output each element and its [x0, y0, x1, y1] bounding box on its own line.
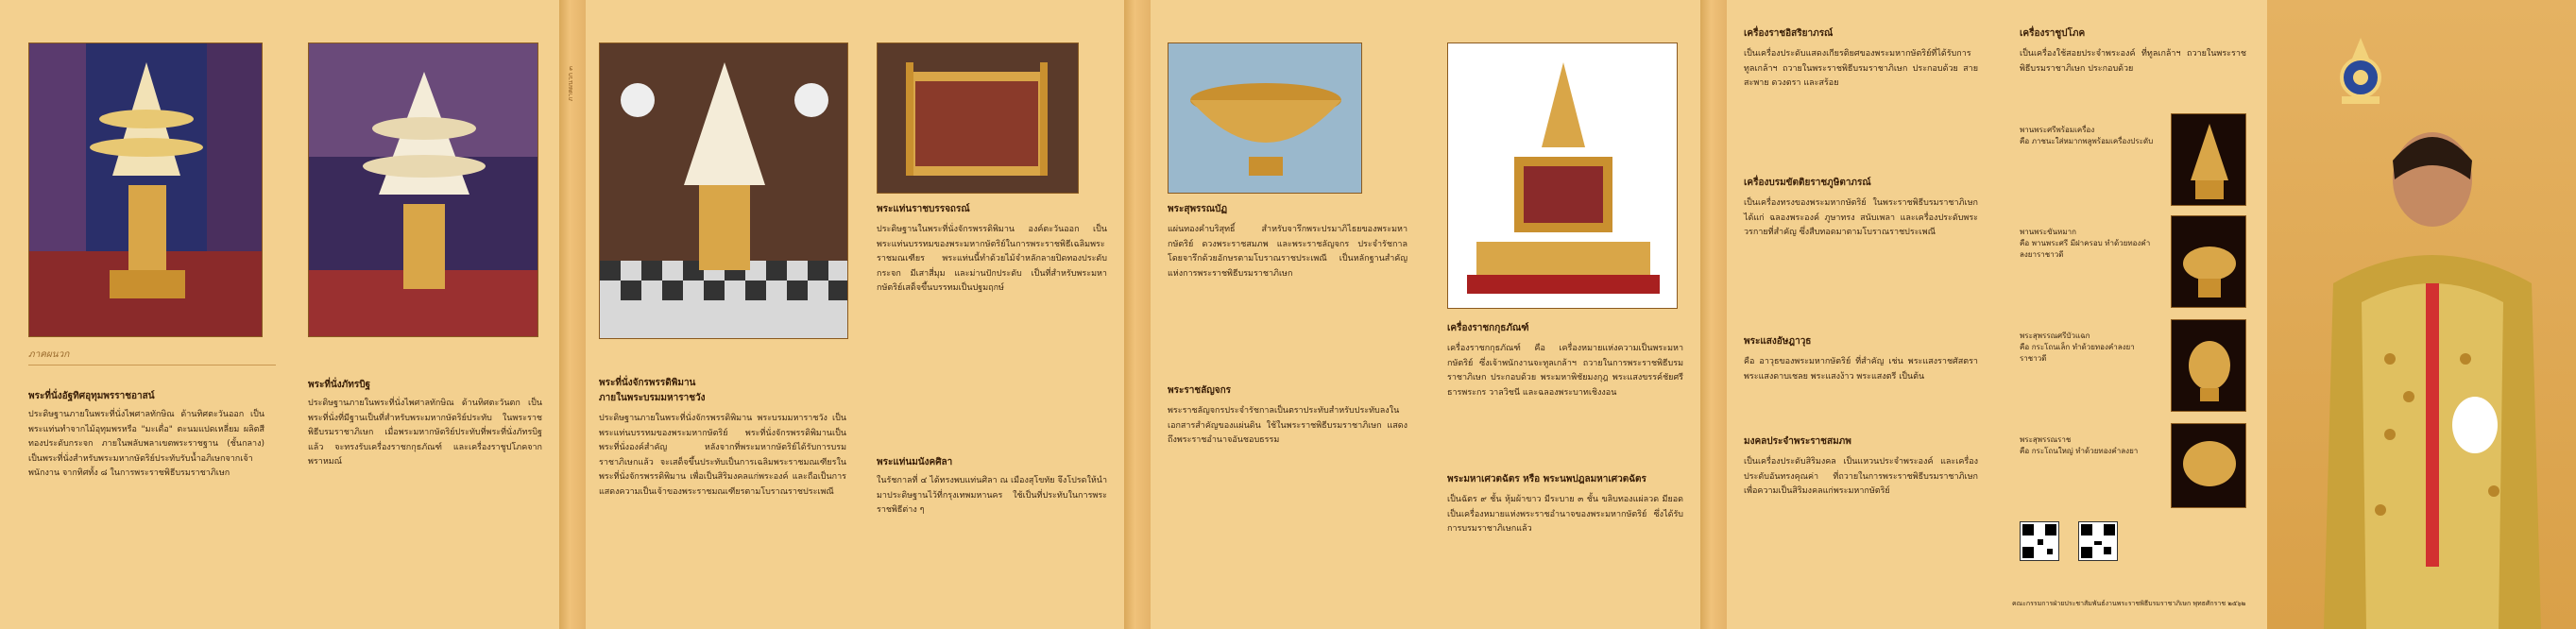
section-title-2: เครื่องบรมขัตติยราชภูษิตาภรณ์	[1744, 178, 1871, 188]
section-body: แผ่นทองคำบริสุทธิ์ สำหรับจารึกพระปรมาภิไธยของพระมหากษัตริย์ ดวงพระราชสมภพ และพระราชลัญจกร ประจำรัชกาล โดยจารึกด้วยอักษรตามโบราณราชประเพณี เป็นหลักฐานสำคัญแห่งการพระราชพิธีบรมราชาภิเษก	[1168, 225, 1407, 279]
qr-code[interactable]	[2020, 521, 2059, 561]
fold-3	[1700, 0, 1727, 629]
section-title-2: พระแท่นมนังคศิลา	[877, 457, 953, 468]
royal-emblem-icon	[2328, 36, 2394, 111]
section-body: เป็นเครื่องประดับแสดงเกียรติยศของพระมหากษัตริย์ที่ได้รับการทูลเกล้าฯ ถวายในพระราชพิธีบรมราชาภิเษก ประกอบด้วย สายสะพาย ดวงตรา และสร้อย	[1744, 49, 1978, 88]
king-portrait	[2305, 113, 2560, 629]
section-body-4: เป็นเครื่องประดับสิริมงคล เป็นแหวนประจำพระองค์ และเครื่องประดับอันทรงคุณค่า ที่ถวายในการพระราชพิธีบรมราชาภิเษก เพื่อความเป็นสิริมงคลแก่พระมหากษัตริย์	[1744, 457, 1978, 496]
list-item	[2020, 125, 2161, 147]
section-body-2: ในรัชกาลที่ ๔ ได้ทรงพบแท่นศิลา ณ เมืองสุโขทัย จึงโปรดให้นำมาประดิษฐานไว้ที่กรุงเทพมหานคร ใช้เป็นที่ประทับในการพระราชพิธีต่าง ๆ	[877, 476, 1107, 515]
section-title: พระที่นั่งจักรพรรดิพิมาน	[599, 378, 696, 388]
section-body: ประดิษฐานภายในพระที่นั่งไพศาลทักษิณ ด้านทิศตะวันออก เป็นพระแท่นทำจากไม้อุทุมพรหรือ "มะเดื่อ" ตะนมแปดเหลี่ยม ผลิตสีทองประดับกระจก ภายในพลับพลาเขตพระราชฐาน (ชั้นกลาง) เป็นพระที่นั่งสำหรับพระมหากษัตริย์ประทับรับน้ำอภิเษกจากเจ้าพนักงาน จากทิศทั้ง ๘ ในการพระราชพิธีบรมราชาภิเษก	[28, 410, 264, 478]
throne-photo-1	[28, 42, 263, 337]
panel-7	[1727, 0, 1993, 629]
section-body: ประดิษฐานในพระที่นั่งจักรพรรดิพิมาน องค์ตะวันออก เป็นพระแท่นบรรทมของพระมหากษัตริย์ในการพระราชพิธีเฉลิมพระราชมณเฑียร พระแท่นนี้ทำด้วยไม้จำหลักลายปิดทองประดับกระจก มีเสาสี่มุม และม่านปักประดับ เป็นที่สำหรับพระมหากษัตริย์เสด็จขึ้นบรรทมเป็นปฐมฤกษ์	[877, 225, 1107, 293]
section-title-3: พระแสงอัษฎาวุธ	[1744, 336, 1812, 347]
fold-2	[1124, 0, 1151, 629]
section-body-3: คือ อาวุธของพระมหากษัตริย์ ที่สำคัญ เช่น พระแสงราชศัสตรา พระแสงดาบเชลย พระแสงง้าว พระแสงตรี เป็นต้น	[1744, 357, 1978, 382]
section-body-2: เป็นฉัตร ๙ ชั้น หุ้มผ้าขาว มีระบาย ๓ ชั้น ขลิบทองแผ่ลวด มียอด เป็นเครื่องหมายแห่งพระราชอำนาจของพระมหากษัตริย์ ซึ่งได้รับการบรมราชาภิเษกแล้ว	[1447, 495, 1683, 534]
qr-code[interactable]	[2078, 521, 2118, 561]
section-title-2: พระราชลัญจกร	[1168, 385, 1232, 396]
item-name: พานพระศรีพร้อมเครื่อง	[2020, 126, 2095, 134]
list-item	[2020, 434, 2161, 457]
item-photo	[2171, 215, 2246, 308]
item-desc: คือ กระโถนใหญ่ ทำด้วยทองคำลงยา	[2020, 447, 2139, 455]
section-title: พระสุพรรณบัฏ	[1168, 204, 1228, 214]
item-desc: คือ ภาชนะใส่หมากพลูพร้อมเครื่องประดับ	[2020, 137, 2154, 145]
panel-3	[586, 0, 860, 629]
small-label: ภาคผนวก	[28, 349, 70, 360]
panel-6	[1426, 0, 1700, 629]
golden-bowl-photo	[1168, 42, 1362, 194]
section-title: พระที่นั่งภัทรบิฐ	[308, 380, 371, 390]
section-title-4: มงคลประจำพระราชสมภพ	[1744, 436, 1851, 447]
panel-5	[1151, 0, 1426, 629]
item-name: พานพระขันหมาก	[2020, 228, 2076, 236]
item-name: พระสุพรรณศรีบัวแฉก	[2020, 332, 2090, 340]
regalia-photo	[1447, 42, 1678, 309]
section-title-2: พระมหาเศวตฉัตร หรือ พระนพปฎลมหาเศวตฉัตร	[1447, 474, 1646, 484]
section-body-2: เป็นเครื่องทรงของพระมหากษัตริย์ ในพระราชพิธีบรมราชาภิเษก ได้แก่ ฉลองพระองค์ ภูษาทรง สนับเพลา และเครื่องประดับพระวรกายที่สำคัญ ซึ่งสืบทอดมาตามโบราณราชประเพณี	[1744, 198, 1978, 237]
item-photo	[2171, 113, 2246, 206]
cover-panel	[2267, 0, 2576, 629]
list-item	[2020, 331, 2161, 365]
panel-8	[1993, 0, 2267, 629]
item-photo	[2171, 319, 2246, 412]
fold-1: ภาคผนวก ๓	[559, 0, 586, 629]
panel-4	[860, 0, 1124, 629]
section-body: ประดิษฐานภายในพระที่นั่งจักรพรรดิพิมาน พระบรมมหาราชวัง เป็นพระแท่นบรรทมของพระมหากษัตริย์ พระที่นั่งจักรพรรดิพิมานเป็นพระที่นั่งองค์สำคัญ หลังจากที่พระมหากษัตริย์ได้รับการบรมราชาภิเษกแล้ว จะเสด็จขึ้นประทับเป็นการเฉลิมพระราชมณเฑียรในพระที่นั่งจักรพรรดิพิมาน เพื่อเป็นสิริมงคลแก่พระองค์ และถือเป็นการแสดงความเป็นเจ้าของพระราชมณเฑียรตามโบราณราชประเพณี	[599, 414, 846, 497]
item-photo	[2171, 423, 2246, 508]
section-title: เครื่องราชอิสริยาภรณ์	[1744, 28, 1834, 39]
section-intro: เป็นเครื่องใช้สอยประจำพระองค์ ที่ทูลเกล้าฯ ถวายในพระราชพิธีบรมราชาภิเษก ประกอบด้วย	[2020, 49, 2246, 74]
item-desc: คือ พานพระศรี มีฝาครอบ ทำด้วยทองคำลงยาราชาวดี	[2020, 239, 2151, 259]
throne-photo-2	[308, 42, 538, 337]
section-body-2: พระราชลัญจกรประจำรัชกาลเป็นตราประทับสำหรับประทับลงในเอกสารสำคัญของแผ่นดิน ใช้ในพระราชพิธีบรมราชาภิเษก แสดงถึงพระราชอำนาจอันชอบธรรม	[1168, 406, 1407, 445]
chakri-throne-photo	[599, 42, 848, 339]
section-body: เครื่องราชกกุธภัณฑ์ คือ เครื่องหมายแห่งความเป็นพระมหากษัตริย์ ซึ่งเจ้าพนักงานจะทูลเกล้าฯ ถวายในการพระราชพิธีบรมราชาภิเษก ประกอบด้วย พระมหาพิชัยมงกุฎ พระแสงขรรค์ชัยศรี ธารพระกร วาลวิชนี และฉลองพระบาทเชิงงอน	[1447, 344, 1683, 398]
section-body: ประดิษฐานภายในพระที่นั่งไพศาลทักษิณ ด้านทิศตะวันตก เป็นพระที่นั่งที่มีฐานเป็นที่สำหรับพระมหากษัตริย์ประทับ ในพระราชพิธีบรมราชาภิเษก เมื่อพระมหากษัตริย์ประทับที่พระที่นั่งภัทรบิฐแล้ว จะทรงรับเครื่องราชกกุธภัณฑ์ และเครื่องราชูปโภคจากพราหมณ์	[308, 399, 542, 467]
section-subtitle: ภายในพระบรมมหาราชวัง	[599, 393, 706, 403]
section-title: เครื่องราชกกุธภัณฑ์	[1447, 323, 1529, 333]
panel-2	[295, 0, 559, 629]
royal-bed-photo	[877, 42, 1079, 194]
section-title: พระที่นั่งอัฐทิศอุทุมพรราชอาสน์	[28, 391, 155, 401]
credit-line: คณะกรรมการฝ่ายประชาสัมพันธ์งานพระราชพิธีบรมราชาภิเษก พุทธศักราช ๒๕๖๒	[2012, 600, 2246, 607]
panel-1	[0, 0, 295, 629]
item-name: พระสุพรรณราช	[2020, 435, 2072, 444]
list-item	[2020, 227, 2161, 261]
section-title: พระแท่นราชบรรจถรณ์	[877, 204, 970, 214]
section-title: เครื่องราชูปโภค	[2020, 28, 2086, 39]
item-desc: คือ กระโถนเล็ก ทำด้วยทองคำลงยาราชาวดี	[2020, 343, 2135, 363]
